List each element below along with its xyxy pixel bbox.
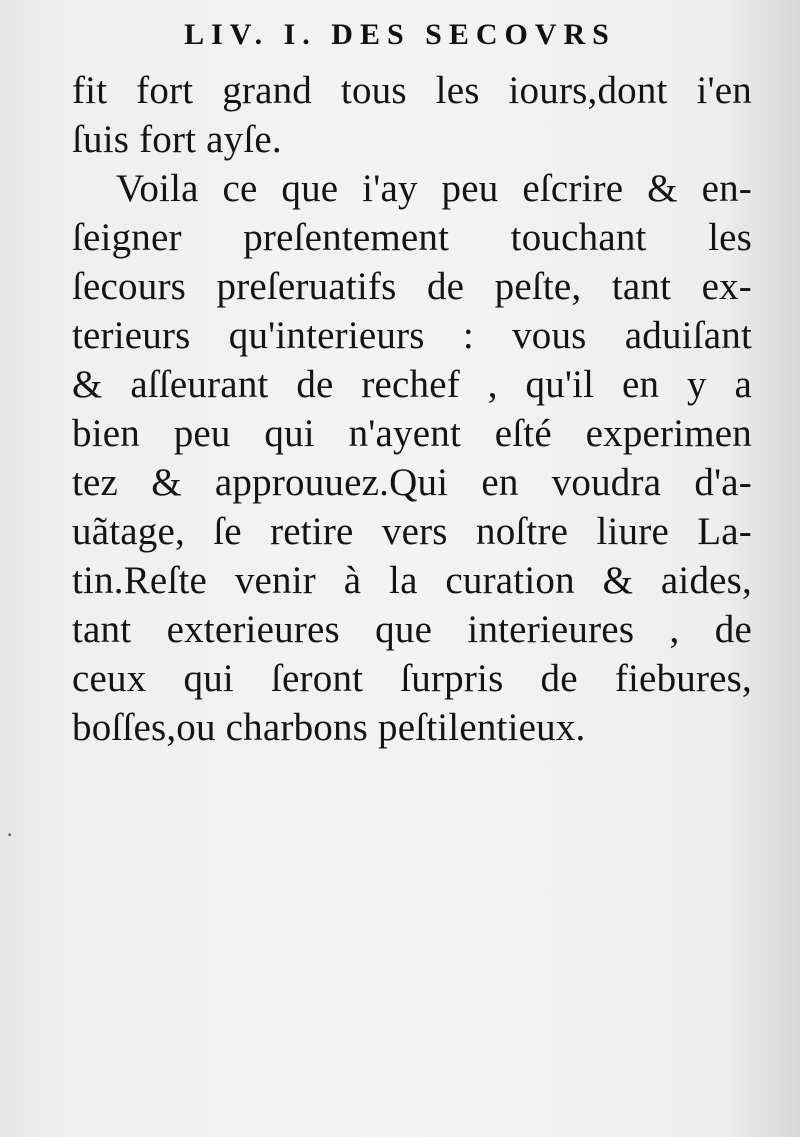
- text-line-14: boſſes,ou charbons peſtilentieux.: [72, 706, 586, 749]
- text-line-8: bien peu qui n'ayent eſté experimen: [72, 412, 752, 455]
- text-line-3: Voila ce que i'ay peu eſcrire & en-: [116, 167, 752, 210]
- body-text: [72, 66, 752, 752]
- text-line-4: ſeigner preſentement touchant les: [72, 216, 752, 259]
- text-line-11: tin.Reſte venir à la curation & aides,: [72, 559, 752, 602]
- text-line-7: & aſſeurant de rechef , qu'il en y a: [72, 363, 752, 406]
- text-line-5: ſecours preſeruatifs de peſte, tant ex-: [72, 265, 752, 308]
- show-through-text: [95, 790, 735, 886]
- text-line-9: tez & approuuez.Qui en voudra d'a-: [72, 461, 752, 504]
- text-line-13: ceux qui ſeront ſurpris de fiebures,: [72, 657, 752, 700]
- text-line-2: ſuis fort ayſe.: [72, 118, 282, 161]
- text-line-1: fit fort grand tous les iours,dont i'en: [72, 69, 752, 112]
- running-head: LIV. I. DES SECOVRS: [184, 18, 616, 51]
- text-line-6: terieurs qu'interieurs : vous aduiſant: [72, 314, 752, 357]
- margin-speck: ·: [6, 822, 14, 847]
- text-line-10: uãtage, ſe retire vers noſtre liure La-: [72, 510, 752, 553]
- text-line-12: tant exterieures que interieures , de: [72, 608, 752, 651]
